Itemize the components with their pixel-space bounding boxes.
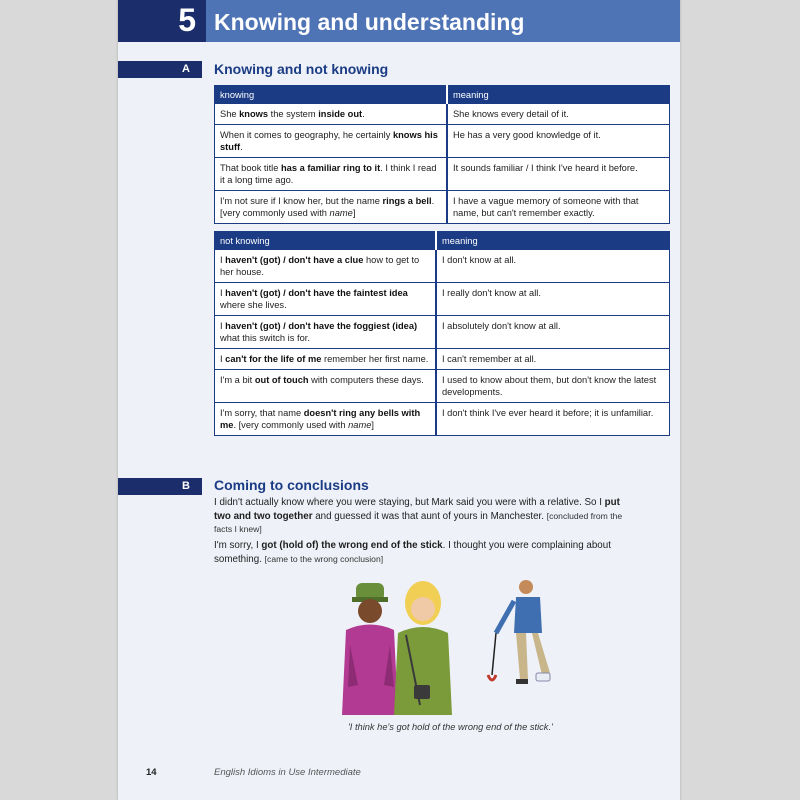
not-knowing-table	[214, 231, 670, 436]
idiom-phrase: got (hold of) the wrong end of the stick	[261, 540, 443, 551]
idiom-phrase: knows his stuff	[220, 130, 438, 152]
table-row	[215, 403, 670, 436]
knowing-table	[214, 85, 670, 224]
usage-note-word: name	[329, 208, 353, 218]
meaning-cell: I don't know at all.	[436, 250, 670, 283]
section-a-tab	[118, 61, 202, 78]
table-row	[215, 250, 670, 283]
man-with-umbrella-figure	[488, 580, 550, 684]
idiom-phrase: doesn't ring any bells with me	[220, 408, 421, 430]
column-header-meaning: meaning	[447, 85, 670, 104]
example-paragraph: I'm sorry, I got (hold of) the wrong end of the stick. I thought you were complaining about something. [came to the wrong conclusion]	[214, 540, 611, 565]
meaning-cell: I don't think I've ever heard it before; it is unfamiliar.	[436, 403, 670, 436]
book-title: English Idioms in Use Intermediate	[214, 767, 361, 778]
unit-number-box	[118, 0, 206, 42]
page-number: 14	[146, 767, 157, 778]
idiom-example-cell: I'm not sure if I know her, but the name rings a bell. [very commonly used with name]	[215, 191, 447, 224]
idiom-phrase: rings a bell	[382, 196, 432, 206]
book-page	[118, 0, 680, 800]
idiom-example-cell: I haven't (got) / don't have a clue how to get to her house.	[215, 250, 436, 283]
meaning-cell: I used to know about them, but don't know the latest developments.	[436, 370, 670, 403]
table-row	[215, 316, 670, 349]
table-row	[215, 349, 670, 370]
section-b-letter: B	[182, 480, 190, 492]
man-figure	[342, 583, 398, 715]
meaning-cell: I absolutely don't know at all.	[436, 316, 670, 349]
definition-gloss: [came to the wrong conclusion]	[264, 553, 384, 564]
section-a-title: Knowing and not knowing	[214, 61, 389, 77]
idiom-phrase: put two and two together	[214, 497, 620, 522]
idiom-phrase: has a familiar ring to it	[280, 163, 381, 173]
table-row	[215, 158, 670, 191]
idiom-example-cell: When it comes to geography, he certainly knows his stuff.	[215, 125, 447, 158]
column-header-idiom: knowing	[215, 85, 447, 104]
unit-title: Knowing and understanding	[214, 9, 525, 35]
woman-figure	[394, 581, 452, 715]
cartoon-illustration	[328, 575, 588, 715]
idiom-phrase: inside out	[318, 109, 363, 119]
idiom-example-cell: She knows the system inside out.	[215, 104, 447, 125]
meaning-cell: I have a vague memory of someone with that name, but can't remember exactly.	[447, 191, 670, 224]
idiom-example-cell: I'm sorry, that name doesn't ring any bells with me. [very commonly used with name]	[215, 403, 436, 436]
usage-note-word: name	[348, 420, 372, 430]
section-b-title: Coming to conclusions	[214, 477, 369, 493]
idiom-example-cell: I haven't (got) / don't have the faintest idea where she lives.	[215, 283, 436, 316]
table-header-row	[215, 85, 670, 104]
column-header-idiom: not knowing	[215, 231, 436, 250]
idiom-example-cell: I can't for the life of me remember her first name.	[215, 349, 436, 370]
example-paragraph: I didn't actually know where you were staying, but Mark said you were with a relative. So I put two and two together and guessed it was that aunt of yours in Manchester. [concluded from the facts I knew]	[214, 497, 623, 534]
table-row	[215, 370, 670, 403]
meaning-cell: He has a very good knowledge of it.	[447, 125, 670, 158]
table-header-row	[215, 231, 670, 250]
section-a-letter: A	[182, 63, 190, 75]
idiom-example-cell: That book title has a familiar ring to it. I think I read it a long time ago.	[215, 158, 447, 191]
table-row	[215, 104, 670, 125]
definition-gloss: [concluded from the facts I knew]	[214, 510, 623, 534]
table-row	[215, 125, 670, 158]
section-b-tab	[118, 478, 202, 495]
idiom-example-cell: I'm a bit out of touch with computers these days.	[215, 370, 436, 403]
idiom-phrase: haven't (got) / don't have a clue	[225, 255, 364, 265]
table-row	[215, 191, 670, 224]
idiom-phrase: out of touch	[254, 375, 309, 385]
idiom-phrase: haven't (got) / don't have the foggiest (idea)	[225, 321, 418, 331]
meaning-cell: I really don't know at all.	[436, 283, 670, 316]
idiom-phrase: can't for the life of me	[225, 354, 322, 364]
meaning-cell: She knows every detail of it.	[447, 104, 670, 125]
idiom-example-cell: I haven't (got) / don't have the foggiest (idea) what this switch is for.	[215, 316, 436, 349]
unit-number: 5	[178, 2, 196, 38]
table-row	[215, 283, 670, 316]
meaning-cell: I can't remember at all.	[436, 349, 670, 370]
column-header-meaning: meaning	[436, 231, 670, 250]
meaning-cell: It sounds familiar / I think I've heard it before.	[447, 158, 670, 191]
illustration-caption: 'I think he's got hold of the wrong end of the stick.'	[348, 722, 553, 732]
idiom-phrase: haven't (got) / don't have the faintest idea	[225, 288, 408, 298]
idiom-phrase: knows	[239, 109, 269, 119]
